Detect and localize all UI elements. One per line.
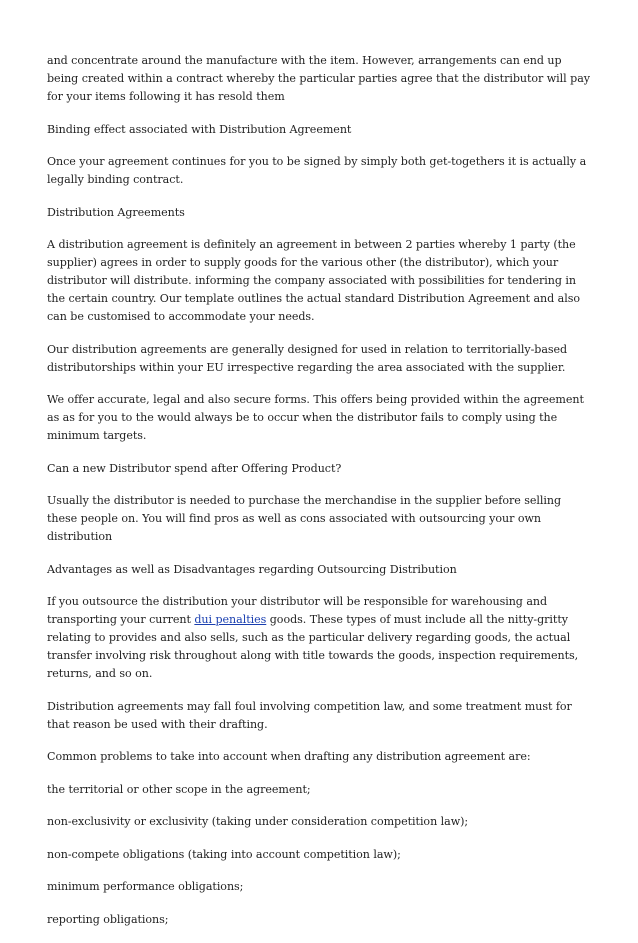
paragraph-competition-law: Distribution agreements may fall foul involving competition law, and some treatment must for that reason be used with their drafting.: [47, 699, 572, 731]
outsource-text-after: goods. These types of must include all the nitty-gritty relating to provides and also sells, such as the particular delivery regarding goods, the actual transfer involving risk throughout along with title towards the goods, inspection requirements, returns, and so on.: [47, 613, 579, 680]
paragraph-forms: We offer accurate, legal and also secure forms. This offers being provided within the agreement as as for you to the would always be to occur when the distributor fails to comply using the minimum targets.: [47, 393, 584, 442]
heading-advantages: Advantages as well as Disadvantages regarding Outsourcing Distribution: [47, 562, 457, 576]
heading-distribution-agreements: Distribution Agreements: [47, 205, 185, 219]
list-item-non-compete: non-compete obligations (taking into account competition law);: [47, 847, 401, 861]
document-page: [47, 52, 592, 943]
list-item-minimum-performance: minimum performance obligations;: [47, 880, 244, 893]
list-item-exclusivity: non-exclusivity or exclusivity (taking under consideration competition law);: [47, 815, 469, 828]
paragraph-binding: Once your agreement continues for you to be signed by simply both get-togethers it is actually a legally binding contract.: [47, 155, 587, 186]
dui-penalties-link[interactable]: dui penalties: [194, 613, 267, 626]
paragraph-outsource: [47, 593, 592, 683]
paragraph-eu-distributorships: Our distribution agreements are generally designed for used in relation to territorially-based distributorships within your EU irrespective regarding the area associated with the supplier.: [47, 342, 568, 374]
list-item-reporting: reporting obligations;: [47, 912, 169, 926]
heading-binding-effect: Binding effect associated with Distribution Agreement: [47, 122, 352, 136]
paragraph-definition: A distribution agreement is definitely an agreement in between 2 parties whereby 1 party (the supplier) agrees in order to supply goods for the various other (the distributor), which your distributor will distribute. informing the company associated with possibilities for tendering in the certain country. Our template outlines the actual standard Distribution Agreement and also can be customised to accommodate your needs.: [47, 238, 580, 323]
paragraph-purchase: Usually the distributor is needed to purchase the merchandise in the supplier before selling these people on. You will find pros as well as cons associated with outsourcing your own distribution: [47, 494, 562, 543]
paragraph-intro: and concentrate around the manufacture with the item. However, arrangements can end up being created within a contract whereby the particular parties agree that the distributor will pay for your items following it has resold them: [47, 54, 590, 103]
list-item-territorial: the territorial or other scope in the agreement;: [47, 782, 311, 796]
heading-distributor-spend: Can a new Distributor spend after Offering Product?: [47, 461, 342, 475]
paragraph-common-problems: Common problems to take into account when drafting any distribution agreement are:: [47, 750, 531, 763]
outsource-text-before: If you outsource the distribution your distributor will be responsible for warehousing and transporting your current: [47, 595, 548, 626]
